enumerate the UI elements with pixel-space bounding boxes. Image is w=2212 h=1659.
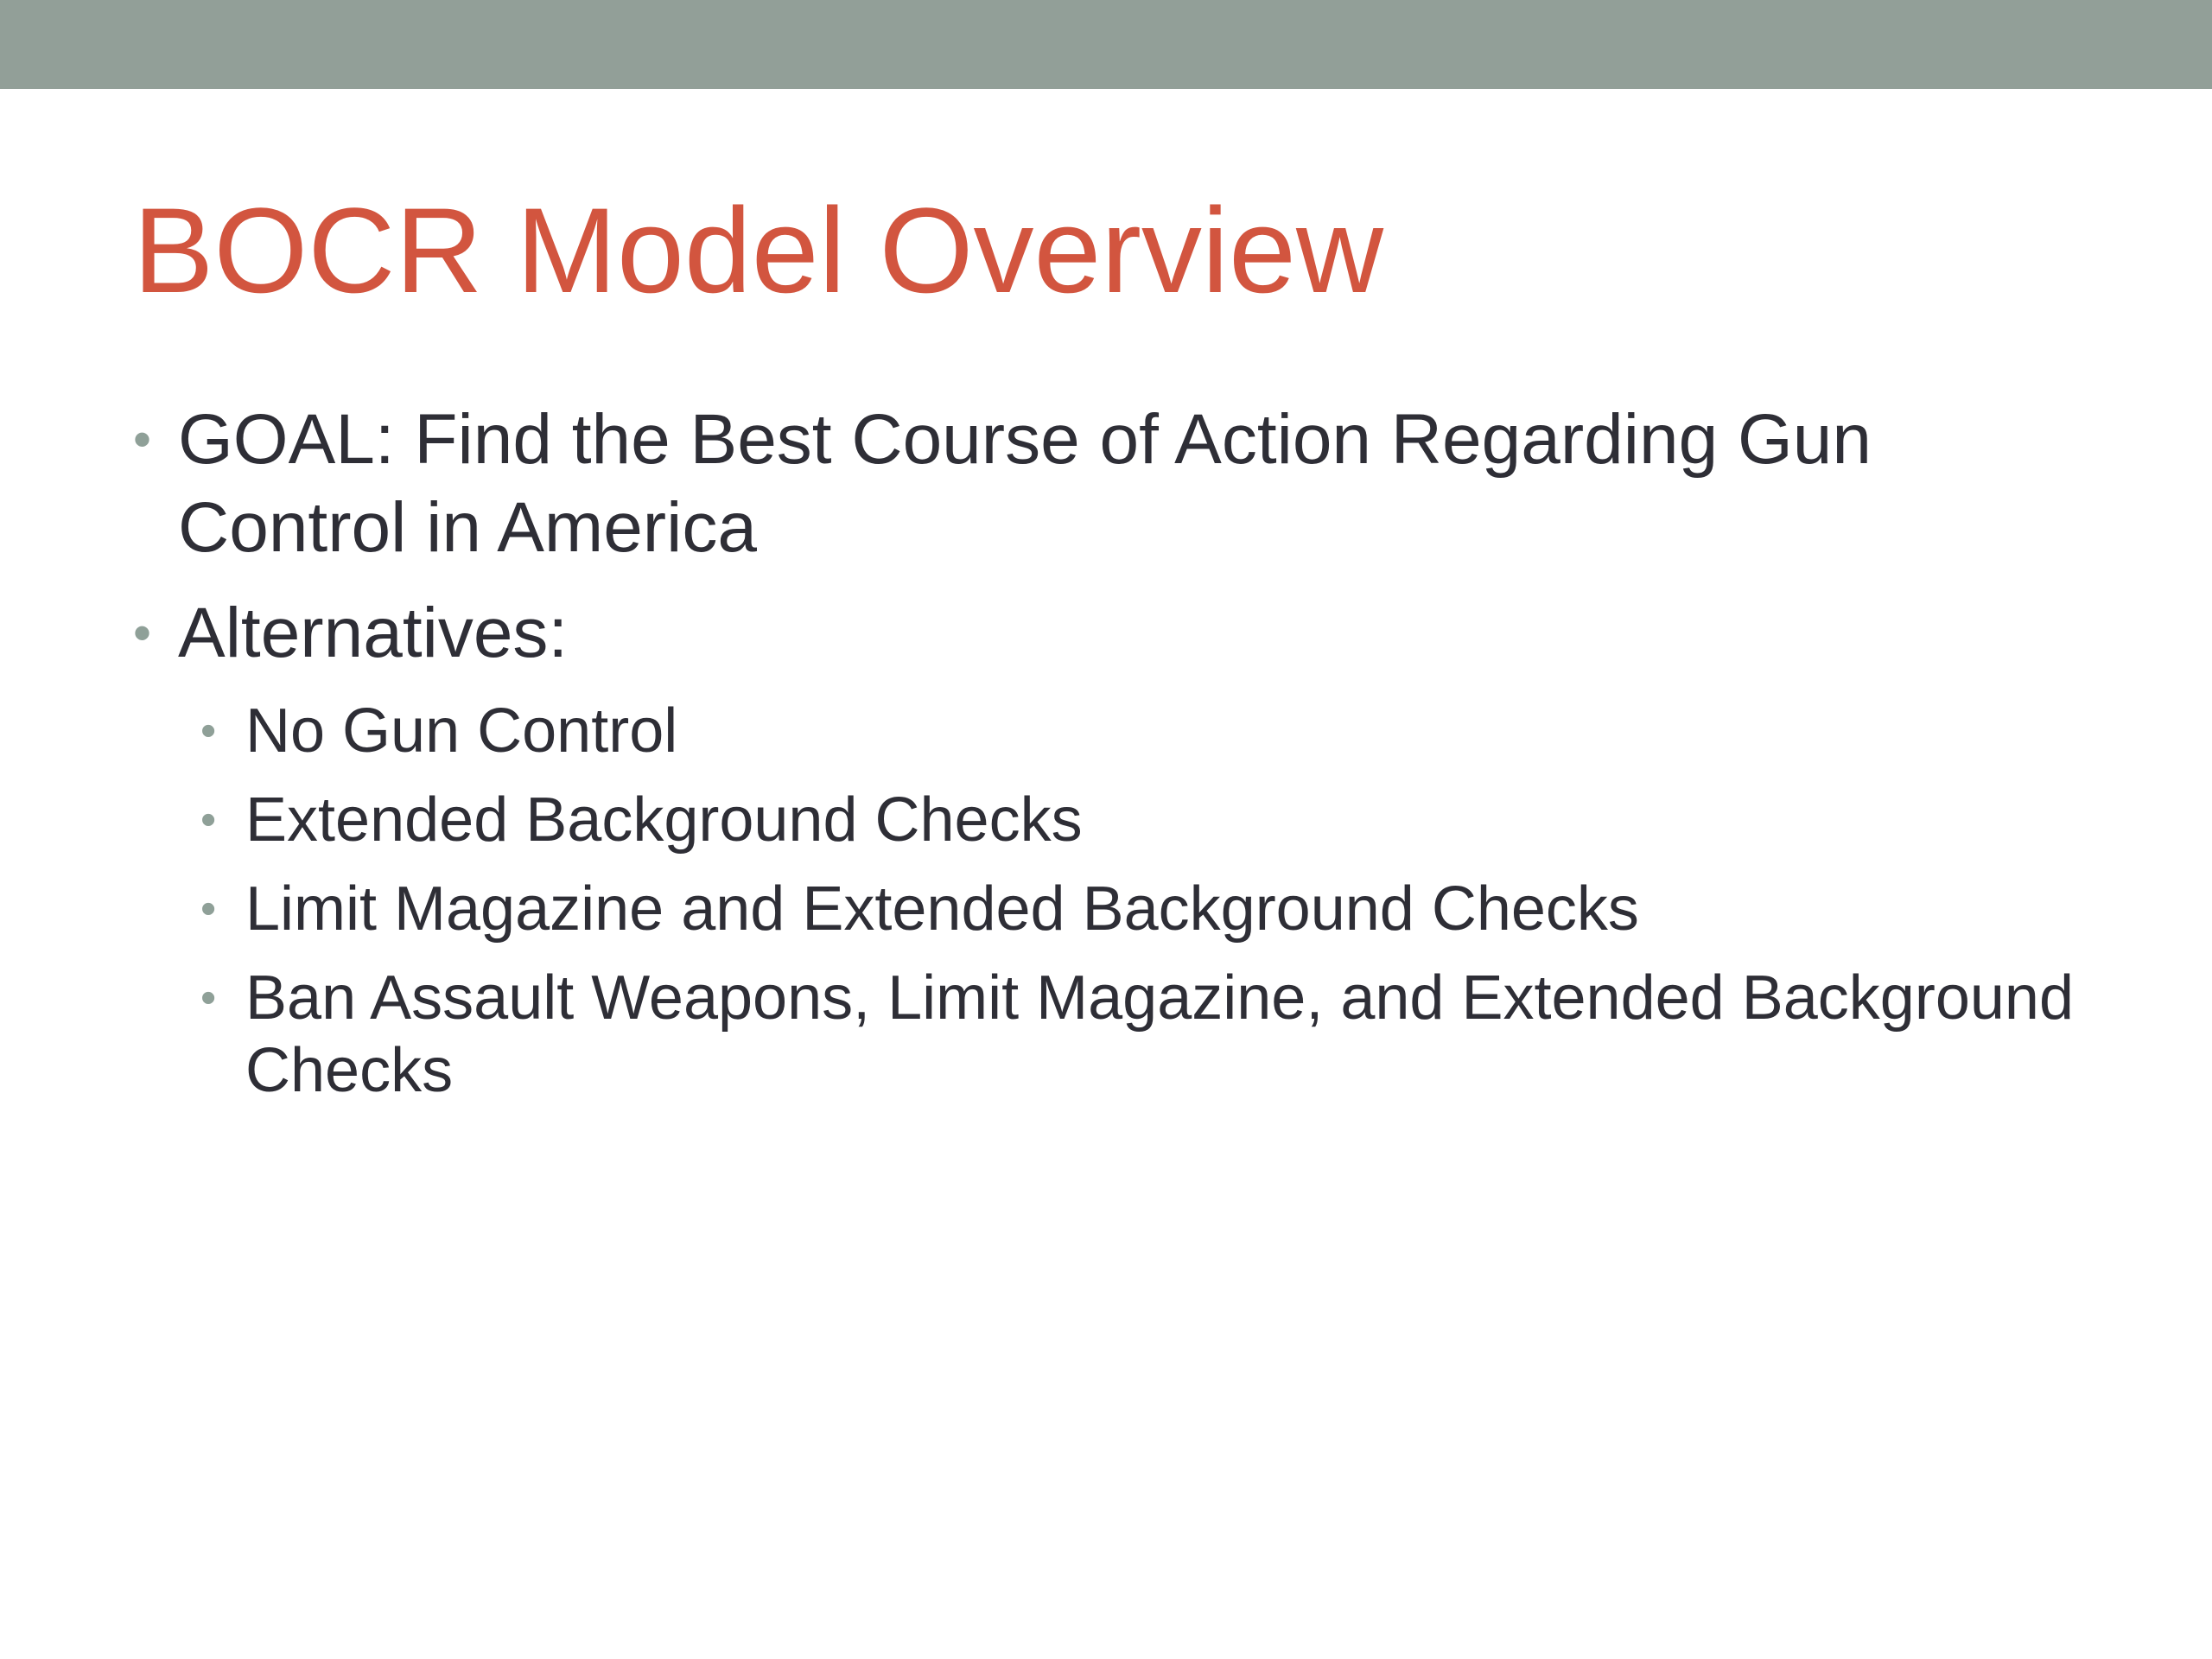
bullet-dot-icon: • xyxy=(133,410,152,468)
bullet-text: Ban Assault Weapons, Limit Magazine, and Extended Background Checks xyxy=(245,963,2074,1105)
bullet-text: Alternatives: xyxy=(178,594,569,672)
bullet-dot-icon: • xyxy=(133,604,152,662)
sub-bullet-extended-background-checks xyxy=(133,784,2112,856)
bullet-text: Limit Magazine and Extended Background Checks xyxy=(245,874,1639,944)
bullet-text: Extended Background Checks xyxy=(245,785,1083,855)
bullet-text: No Gun Control xyxy=(245,696,678,766)
bullet-text: GOAL: Find the Best Course of Action Regarding Gun Control in America xyxy=(178,400,1872,567)
bullet-dot-icon: • xyxy=(200,795,217,845)
bullet-dot-icon: • xyxy=(200,973,217,1023)
sub-bullet-ban-assault-weapons xyxy=(133,962,2112,1107)
top-accent-bar xyxy=(0,0,2212,89)
bullet-dot-icon: • xyxy=(200,706,217,756)
slide-title: BOCR Model Overview xyxy=(133,182,1384,318)
bullet-dot-icon: • xyxy=(200,884,217,934)
bullet-alternatives xyxy=(133,589,2112,677)
sub-bullet-limit-magazine xyxy=(133,873,2112,945)
bullet-list xyxy=(133,396,2112,1123)
bullet-goal xyxy=(133,396,2112,572)
sub-bullet-no-gun-control xyxy=(133,695,2112,767)
